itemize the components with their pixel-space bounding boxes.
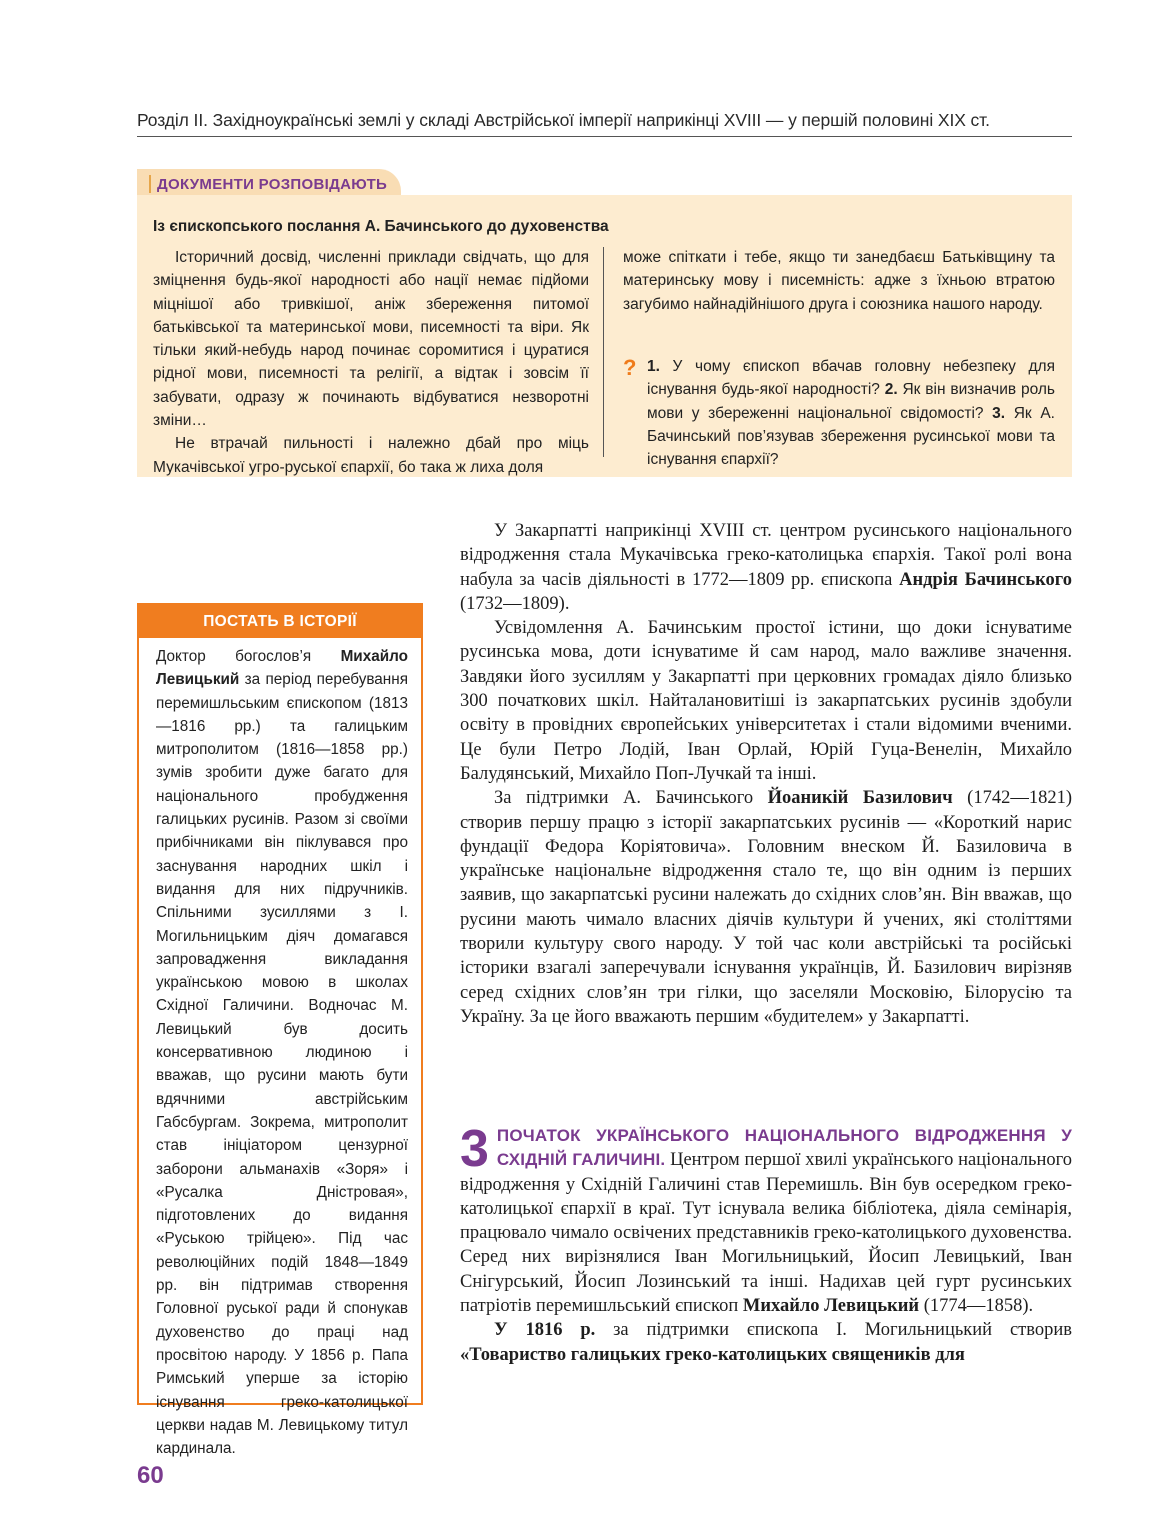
document-column-right — [623, 246, 1055, 316]
documents-tab-label: ДОКУМЕНТИ РОЗПОВІДАЮТЬ — [157, 176, 388, 193]
person-name: Йоаникій Базилович — [767, 788, 953, 809]
question-text: Як він визначив роль мови у збереженні національної свідомості? — [647, 381, 1055, 422]
question-icon: ? — [623, 355, 637, 380]
document-column-left — [153, 246, 589, 479]
question-number: 1. — [647, 358, 660, 375]
text-run: За підтримки А. Бачинського — [494, 788, 768, 809]
person-in-history-box — [137, 603, 423, 1458]
person-text-start: Доктор богослов’я — [156, 648, 341, 665]
tab-marker — [149, 175, 151, 193]
section-number: 3 — [460, 1120, 489, 1178]
section-3 — [460, 1120, 1073, 1367]
person-box-text — [156, 645, 408, 1460]
document-paragraph: Не втрачай пильності і належно дбай про міць Мукачівської угро-руської єпархії, бо така ж лиха доля — [153, 435, 589, 476]
year-highlight: У 1816 р. — [494, 1320, 596, 1341]
person-box-heading: ПОСТАТЬ В ІСТОРІЇ — [139, 605, 421, 638]
header-divider — [137, 136, 1072, 137]
question-number: 2. — [884, 381, 898, 399]
document-paragraph: Історичний досвід, численні приклади свідчать, що для зміцнення будь-якої народності або нації немає підйоми міцнішої або тривкішої, аніж збереження питомої батьківської та материнської мови, писемності та віри. Як тільки який-небудь народ починає соромитися і цуратися рідної мови, писемності та релігії, а відтак і зовсім її забувати, одразу ж починають відбуватися незворотні зміни… — [153, 249, 589, 430]
text-run: Центром першої хвилі українського національного відродження у Східній Галичині став Перемишль. Він був осередком греко-католицької єпархії в краї. Тут існувала велика бібліотека, діяла семінарія, працювало чимало освічених представників греко-католицького духовенства. Серед них вирізнялися Іван Могильницький, Йосип Левицький, Іван Снігурський, Йосип Лозинський та інші. Надихав цей гурт русинських патріотів перемишльський єпископ — [460, 1150, 1073, 1317]
main-text — [460, 519, 1072, 1029]
question-text: У чому єпископ вбачав головну небезпеку для існування будь-якої народності? — [647, 358, 1055, 399]
person-name: Михайло Левицький — [742, 1296, 920, 1317]
text-run: У Закарпатті наприкінці XVIII ст. центром русинського національного відродження стала Мукачівська греко-католицька єпархія. Такої ролі вона набула за часів діяльності в 1772—1809 рр. єпископа — [460, 521, 1072, 590]
question-number: 3. — [992, 404, 1006, 422]
main-paragraph: Усвідомлення А. Бачинським простої істини, що доки існуватиме русинська мова, доти існуватиме й сам народ, мало важливе значення. Завдяки його зусиллям у Закарпатті при церковних громадах діяло близько 300 початкових шкіл. Найталановитіші із закарпатських русинів здобули освіту в провідних європейських університетах і стали відомими вченими. Це були Петро Лодій, Іван Орлай, Юрій Гуца-Венелін, Михайло Балудянський, Михайло Поп-Лучкай та інші. — [460, 618, 1072, 784]
question-text: Як А. Бачинський пов’язував збереження русинської мови та існування єпархії? — [647, 404, 1055, 469]
text-run: (1732—1809). — [460, 593, 570, 614]
document-paragraph-continued: може спіткати і тебе, якщо ти занедбаєш Батьківщину та материнську мову і писемність: адже з їхньою втратою загубимо найнадійнішого друга і союзника нашого народу. — [623, 249, 1055, 313]
section-paragraph — [460, 1318, 1072, 1367]
chapter-header: Розділ ІІ. Західноукраїнські землі у складі Австрійської імперії наприкінці XVIII — у першій половині ХІХ ст. — [137, 110, 990, 130]
document-subtitle: Із єпископського послання А. Бачинського до духовенства — [153, 218, 609, 235]
person-text-body: за період перебування перемишльським єпископом (1813—1816 рр.) та галицьким митрополитом (1816—1858 рр.) зумів зробити дуже багато для національного пробудження галицьких русинів. Разом зі своїми прибічниками він піклувався про заснування народних шкіл і видання для них підручників. Спільними зусиллями з І. Могильницьким діяч домагався запровадження викладання українською мовою в школах Східної Галичини. Водночас М. Левицький був досить консервативною людиною і вважав, що русини мають бути вдячними австрійським Габсбургам. Зокрема, митрополит став ініціатором цензурної заборони альманахів «Зоря» і «Русалка Дністровая», підготовлених до видання «Руською трійцею». Під час революційних подій 1848—1849 рр. він підтримав створення Головної руської ради й спонукав духовенство до праці над просвітою народу. У 1856 р. Папа Римський уперше за історію існування греко-католицької церкви надав М. Левицькому титул кардинала. — [156, 671, 408, 1458]
page-number: 60 — [137, 1462, 164, 1489]
text-run: за підтримки єпископа І. Могильницький створив — [595, 1320, 1072, 1341]
main-paragraph — [460, 786, 1072, 1029]
documents-box — [137, 195, 1072, 477]
person-name: Андрія Бачинського — [899, 569, 1072, 590]
text-run: (1742—1821) створив першу працю з історії закарпатських русинів — «Короткий нарис фундації Федора Коріятовича». Головним внеском Й. Базиловича в українське національне відродження стало те, що він одним із перших заявив, що закарпатські русини належать до східних слов’ян. Він вважав, що русини мають чимало власних діячів культури й учених, які століттями творили культуру свого народу. У той час коли австрійські та російські історики взагалі заперечували існування українців, Й. Базилович вирізняв серед східних слов’ян три гілки, що заселяли Московію, Білорусію та Україну. За це його вважають першим «будителем» у Закарпатті. — [460, 788, 1073, 1027]
column-divider — [603, 247, 604, 457]
person-name: Михайло Левицький — [156, 648, 408, 689]
text-run: (1774—1858). — [919, 1296, 1034, 1317]
section-title: ПОЧАТОК УКРАЇНСЬКОГО НАЦІОНАЛЬНОГО ВІДРОДЖЕННЯ У СХІДНІЙ ГАЛИЧИНІ. — [496, 1126, 1072, 1170]
questions — [647, 355, 1055, 471]
society-name: «Товариство галицьких греко-католицьких священиків для — [460, 1344, 965, 1365]
main-paragraph — [460, 519, 1072, 616]
